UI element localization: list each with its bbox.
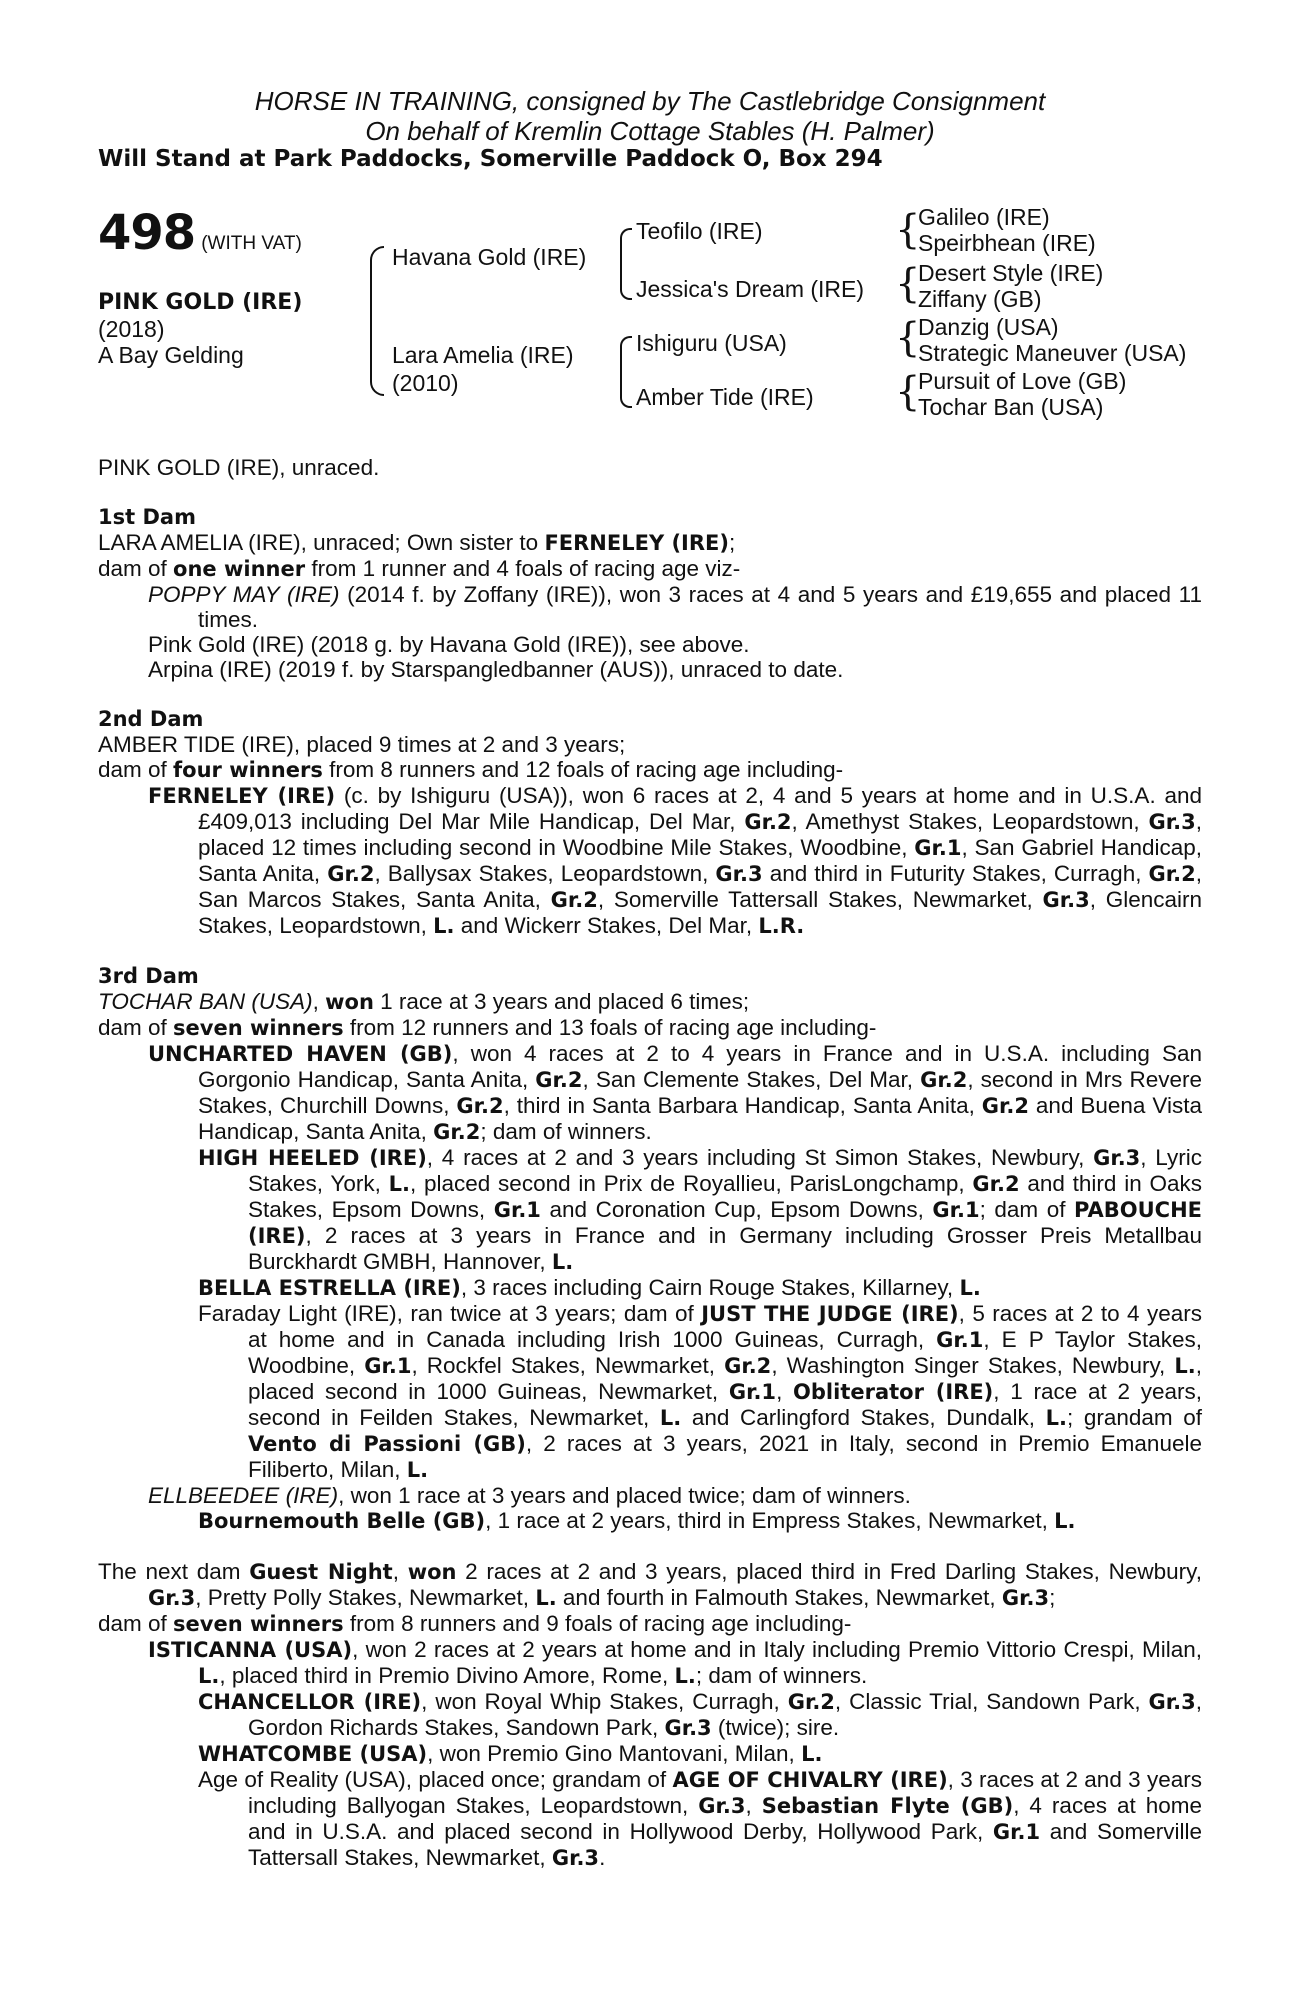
pedigree-bracket-main [370, 246, 384, 396]
third-dam-produce: dam of seven winners from 12 runners and 13 foals of racing age including- [98, 1015, 877, 1040]
second-dam-heading: 2nd Dam [98, 707, 204, 731]
pedigree-brace-sd: { [895, 261, 921, 307]
second-dam-produce: dam of four winners from 8 runners and 12 foals of racing age including- [98, 757, 844, 782]
pedigree-sds: Desert Style (IRE) [918, 260, 1104, 286]
catalogue-body [98, 455, 1202, 1871]
pedigree-dsd: Strategic Maneuver (USA) [918, 340, 1187, 366]
produce-entry: CHANCELLOR (IRE), won Royal Whip Stakes, Curragh, Gr.2, Classic Trial, Sandown Park, Gr.3, Gordon Richards Stakes, Sandown Park, Gr.3 (twice); sire. [198, 1689, 1202, 1740]
pedigree-dam-dam: Amber Tide (IRE) [636, 384, 814, 410]
pedigree-dds: Pursuit of Love (GB) [918, 368, 1127, 394]
consignor-line: HORSE IN TRAINING, consigned by The Castlebridge Consignment [254, 86, 1046, 116]
third-dam-line: TOCHAR BAN (USA), won 1 race at 3 years and placed 6 times; [98, 989, 750, 1014]
pedigree-bracket-sire [620, 228, 632, 300]
produce-entry: Arpina (IRE) (2019 f. by Starspangledbanner (AUS)), unraced to date. [148, 657, 844, 682]
pedigree-dss: Danzig (USA) [918, 314, 1059, 340]
first-dam-heading: 1st Dam [98, 505, 196, 529]
lot-number: 498 [98, 205, 196, 261]
pedigree-dam-sire: Ishiguru (USA) [636, 330, 787, 356]
produce-entry: Pink Gold (IRE) (2018 g. by Havana Gold (IRE)), see above. [148, 632, 750, 657]
lot-block [98, 205, 302, 261]
pedigree-sire: Havana Gold (IRE) [392, 244, 587, 270]
pedigree-ssd: Speirbhean (IRE) [918, 230, 1096, 256]
on-behalf-line: On behalf of Kremlin Cottage Stables (H. Palmer) [365, 116, 935, 146]
stand-location: Will Stand at Park Paddocks, Somerville Paddock O, Box 294 [98, 146, 883, 172]
pedigree-bracket-dam [620, 336, 632, 408]
horse-info [98, 290, 302, 368]
produce-entry: Bournemouth Belle (GB), 1 race at 2 years, third in Empress Stakes, Newmarket, L. [198, 1508, 1076, 1533]
pedigree-brace-ss: { [895, 207, 921, 253]
pedigree-sss: Galileo (IRE) [918, 204, 1050, 230]
horse-name: PINK GOLD (IRE) [98, 290, 303, 315]
vat-note: (WITH VAT) [201, 233, 302, 254]
third-dam-heading: 3rd Dam [98, 964, 199, 988]
produce-entry: ISTICANNA (USA), won 2 races at 2 years at home and in Italy including Premio Vittorio Crespi, Milan, L., placed third in Premio Divino Amore, Rome, L.; dam of winners. [148, 1637, 1202, 1688]
horse-description: A Bay Gelding [98, 342, 244, 368]
pedigree-sdd: Ziffany (GB) [918, 286, 1042, 312]
pedigree-dam-year: (2010) [392, 370, 459, 396]
intro-line: PINK GOLD (IRE), unraced. [98, 455, 380, 480]
produce-entry: WHATCOMBE (USA), won Premio Gino Mantovani, Milan, L. [198, 1741, 823, 1766]
produce-entry: Faraday Light (IRE), ran twice at 3 years; dam of JUST THE JUDGE (IRE), 5 races at 2 to 4 years at home and in Canada including Irish 1000 Guineas, Curragh, Gr.1, E P Taylor Stakes, Woodbine, Gr.1, Rockfel Stakes, Newmarket, Gr.2, Washington Singer Stakes, Newbury, L., placed second in 1000 Guineas, Newmarket, Gr.1, Obliterator (IRE), 1 race at 2 years, second in Feilden Stakes, Newmarket, L. and Carlingford Stakes, Dundalk, L.; grandam of Vento di Passioni (GB), 2 races at 3 years, 2021 in Italy, second in Premio Emanuele Filiberto, Milan, L. [198, 1301, 1203, 1482]
pedigree-sire-sire: Teofilo (IRE) [636, 218, 763, 244]
produce-entry: UNCHARTED HAVEN (GB), won 4 races at 2 to 4 years in France and in U.S.A. including San Gorgonio Handicap, Santa Anita, Gr.2, San Clemente Stakes, Del Mar, Gr.2, second in Mrs Revere Stakes, Churchill Downs, Gr.2, third in Santa Barbara Handicap, Santa Anita, Gr.2 and Buena Vista Handicap, Santa Anita, Gr.2; dam of winners. [148, 1041, 1202, 1144]
produce-entry: HIGH HEELED (IRE), 4 races at 2 and 3 years including St Simon Stakes, Newbury, Gr.3, Lyric Stakes, York, L., placed second in Prix de Royallieu, ParisLongchamp, Gr.2 and third in Oaks Stakes, Epsom Downs, Gr.1 and Coronation Cup, Epsom Downs, Gr.1; dam of PABOUCHE (IRE), 2 races at 3 years in France and in Germany including Grosser Preis Metallbau Burckhardt GMBH, Hannover, L. [198, 1145, 1203, 1274]
second-dam-line: AMBER TIDE (IRE), placed 9 times at 2 and 3 years; [98, 732, 626, 757]
horse-year: (2018) [98, 316, 165, 342]
pedigree-sire-dam: Jessica's Dream (IRE) [636, 276, 865, 302]
first-dam-line: LARA AMELIA (IRE), unraced; Own sister to FERNELEY (IRE); [98, 530, 736, 555]
pedigree-dam: Lara Amelia (IRE) [392, 342, 574, 368]
produce-entry: Age of Reality (USA), placed once; grandam of AGE OF CHIVALRY (IRE), 3 races at 2 and 3 years including Ballyogan Stakes, Leopardstown, Gr.3, Sebastian Flyte (GB), 4 races at home and in U.S.A. and placed second in Hollywood Derby, Hollywood Park, Gr.1 and Somerville Tattersall Stakes, Newmarket, Gr.3. [198, 1767, 1202, 1870]
first-dam-produce: dam of one winner from 1 runner and 4 foals of racing age viz- [98, 556, 741, 581]
produce-entry: BELLA ESTRELLA (IRE), 3 races including Cairn Rouge Stakes, Killarney, L. [198, 1275, 981, 1300]
next-dam-line: The next dam Guest Night, won 2 races at 2 and 3 years, placed third in Fred Darling Stakes, Newbury, Gr.3, Pretty Polly Stakes, Newmarket, L. and fourth in Falmouth Stakes, Newmarket, Gr.3; [98, 1559, 1202, 1610]
next-dam-produce: dam of seven winners from 8 runners and 9 foals of racing age including- [98, 1611, 852, 1636]
pedigree-brace-ds: { [895, 315, 921, 361]
produce-entry: FERNELEY (IRE) (c. by Ishiguru (USA)), won 6 races at 2, 4 and 5 years at home and in U.S.A. and £409,013 including Del Mar Mile Handicap, Del Mar, Gr.2, Amethyst Stakes, Leopardstown, Gr.3, placed 12 times including second in Woodbine Mile Stakes, Woodbine, Gr.1, San Gabriel Handicap, Santa Anita, Gr.2, Ballysax Stakes, Leopardstown, Gr.3 and third in Futurity Stakes, Curragh, Gr.2, San Marcos Stakes, Santa Anita, Gr.2, Somerville Tattersall Stakes, Newmarket, Gr.3, Glencairn Stakes, Leopardstown, L. and Wickerr Stakes, Del Mar, L.R. [148, 783, 1203, 938]
produce-entry: ELLBEEDEE (IRE), won 1 race at 3 years and placed twice; dam of winners. [148, 1483, 911, 1508]
produce-entry: POPPY MAY (IRE) (2014 f. by Zoffany (IRE)), won 3 races at 4 and 5 years and £19,655 and placed 11 times. [148, 582, 1202, 632]
pedigree-brace-dd: { [895, 369, 921, 415]
pedigree-ddd: Tochar Ban (USA) [918, 394, 1104, 420]
